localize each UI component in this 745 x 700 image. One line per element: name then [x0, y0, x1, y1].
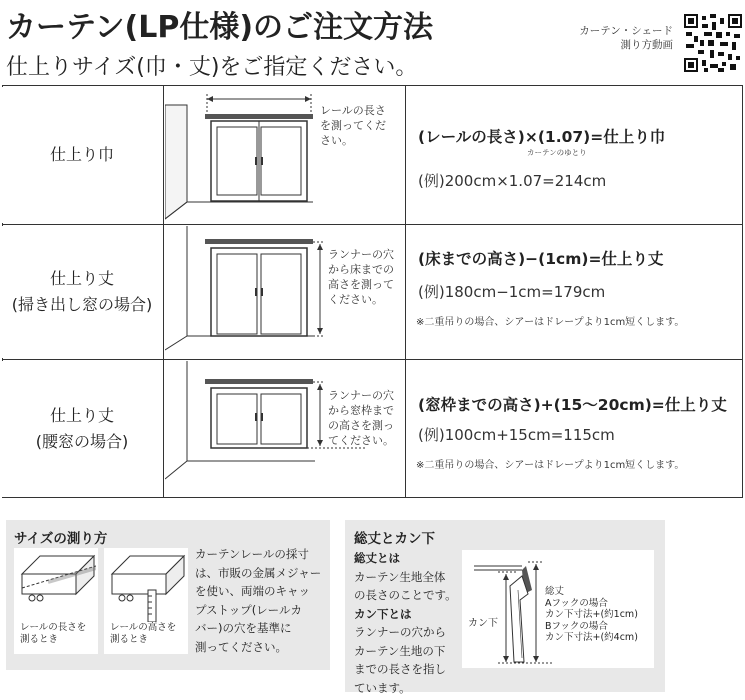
caption-line: 測るとき: [110, 634, 149, 645]
measure-box-title: サイズの測り方: [14, 531, 108, 547]
waist-annotation: [328, 388, 394, 448]
page-title: カーテン(LP仕様)のご注文方法: [6, 10, 434, 45]
formula-waist: (窓枠までの高さ)+(15〜20cm)=仕上り丈: [418, 396, 727, 414]
legend-line: カン下寸法+(約1cm): [545, 609, 638, 620]
row-header-line: 仕上り丈: [49, 406, 114, 425]
row-header-line: 仕上り丈: [49, 269, 114, 288]
text-line: の長さのことです。: [354, 588, 457, 602]
note-floor: ※二重吊りの場合、シアーはドレープより1cm短くします。: [416, 317, 685, 328]
measure-caption-length: [20, 622, 86, 646]
annotation-line: から窓枠まで: [328, 404, 394, 417]
heading-line: 総丈とは: [354, 551, 400, 565]
annotation-line: を測ってくだ: [320, 119, 386, 132]
floor-annotation: [328, 247, 394, 307]
text-line: カーテン生地の下: [354, 643, 446, 658]
legend-line: Aフックの場合: [545, 597, 608, 609]
annotation-line: ランナーの穴: [328, 389, 394, 402]
example-floor: (例)180cm−1cm=179cm: [418, 283, 606, 301]
measure-text: [195, 545, 327, 656]
formula-width: (レールの長さ)×(1.07)=仕上り巾: [418, 128, 666, 146]
formula-floor: (床までの高さ)−(1cm)=仕上り丈: [418, 250, 664, 268]
annotation-line: さい。: [320, 134, 353, 147]
text-line: プストップ(レールカ: [195, 602, 302, 617]
measure-caption-height: [110, 622, 176, 646]
text-line: を使い、両端のキャッ: [195, 584, 310, 598]
legend-line: 総丈: [545, 586, 565, 597]
caption-line: レールの長さを: [20, 622, 87, 633]
text-line: カーテンレールの採寸: [195, 547, 309, 561]
text-line: ランナーの穴から: [354, 625, 446, 639]
length-box-text: [354, 549, 464, 697]
text-line: バー)の穴を基準に: [195, 621, 292, 635]
example-width: (例)200cm×1.07=214cm: [418, 172, 607, 190]
caption-line: 測るとき: [20, 634, 59, 645]
qr-label-line-2: 測り方動画: [620, 39, 673, 51]
text-line: までの長さを指し: [354, 662, 446, 676]
qr-code-icon[interactable]: [684, 14, 742, 72]
note-waist: ※二重吊りの場合、シアーはドレープより1cm短くします。: [416, 460, 685, 471]
page-subtitle: 仕上りサイズ(巾・丈)をご指定ください。: [6, 55, 418, 80]
table-row-divider: [2, 359, 743, 360]
rail-length-illustration: [18, 552, 96, 622]
kanshita-label: カン下: [468, 618, 498, 629]
annotation-line: から床までの: [328, 263, 394, 276]
caption-line: レールの高さを: [110, 622, 177, 633]
rail-height-illustration: [108, 552, 186, 622]
row-header-line: (掃き出し窓の場合): [11, 295, 153, 314]
example-waist: (例)100cm+15cm=115cm: [418, 426, 615, 444]
row-header-width: [2, 87, 162, 223]
row-header-line: (腰窓の場合): [35, 432, 129, 451]
annotation-line: ください。: [328, 293, 383, 306]
table-divider: [163, 85, 164, 498]
text-line: ています。: [354, 680, 411, 695]
row-header-line: 仕上り巾: [49, 145, 114, 164]
annotation-line: 高さを測って: [328, 278, 394, 291]
formula-sub-label: カーテンのゆとり: [527, 148, 587, 157]
width-annotation: [320, 103, 386, 148]
length-legend: [545, 586, 638, 644]
table-divider: [405, 85, 406, 498]
annotation-line: レールの長さ: [320, 104, 386, 117]
row-header-waist-window: [2, 361, 162, 497]
length-box-title: 総丈とカン下: [354, 531, 435, 547]
text-line: カーテン生地全体: [354, 569, 446, 584]
annotation-line: ランナーの穴: [328, 248, 394, 261]
heading-line: カン下とは: [354, 606, 412, 621]
text-line: 測ってください。: [195, 639, 287, 654]
row-header-floor-length: [2, 226, 162, 358]
legend-line: Bフックの場合: [545, 620, 608, 632]
legend-line: カン下寸法+(約4cm): [545, 632, 638, 643]
table-row-divider: [2, 224, 743, 225]
text-line: は、市販の金属メジャー: [195, 565, 322, 580]
qr-label: [565, 24, 673, 52]
annotation-line: てください。: [328, 434, 394, 447]
qr-label-line-1: カーテン・シェード: [579, 25, 673, 37]
annotation-line: の高さを測っ: [328, 419, 394, 432]
